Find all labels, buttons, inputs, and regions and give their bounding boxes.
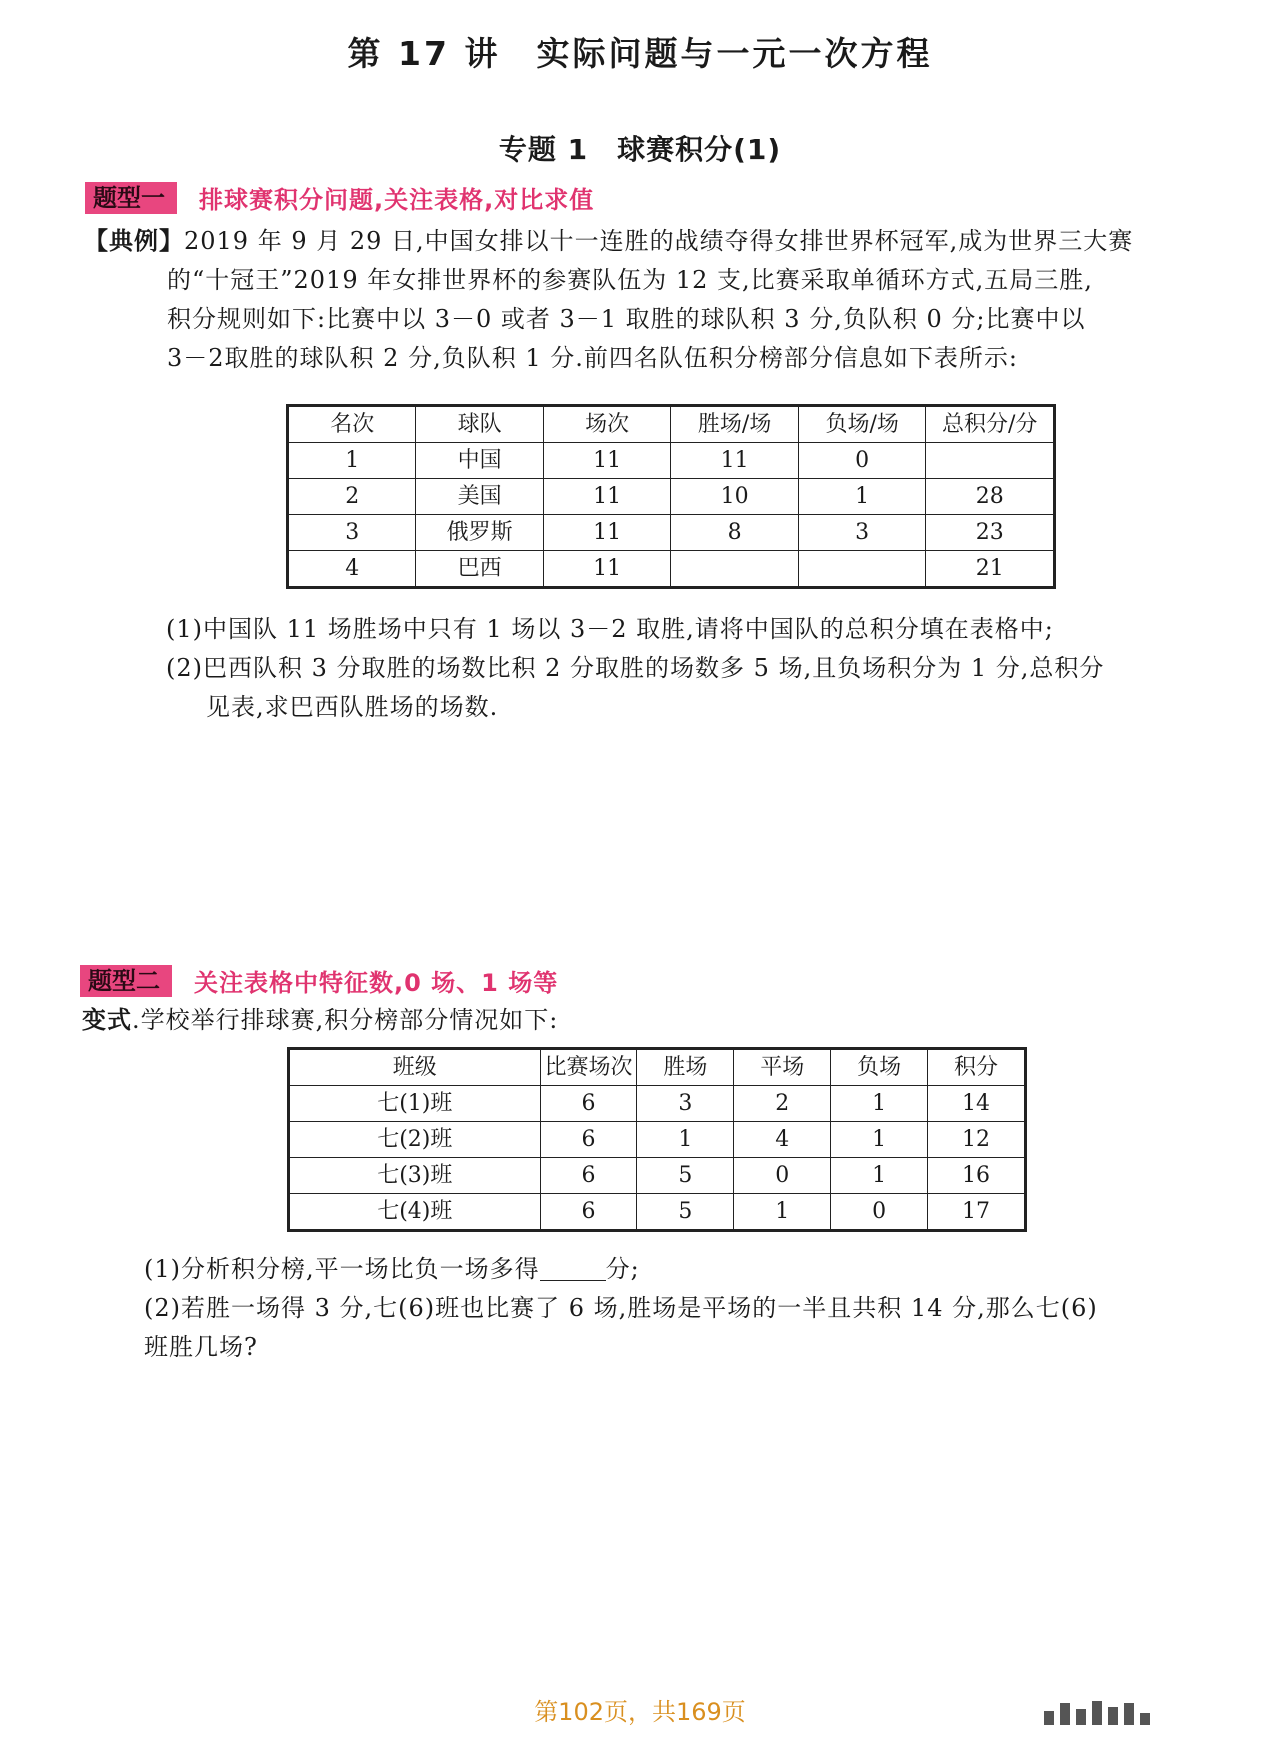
- variant-question-1: [144, 1250, 1204, 1289]
- table-row: [288, 479, 1055, 515]
- variant-intro: [82, 1001, 1202, 1040]
- variant-q1-suffix: 分;: [605, 1255, 640, 1283]
- table-cell: 12: [928, 1122, 1026, 1158]
- header-team: 球队: [416, 406, 543, 443]
- variant-q1-text: (1)分析积分榜,平一场比负一场多得: [144, 1255, 540, 1283]
- table-cell: 11: [543, 479, 671, 515]
- table-row: [289, 1158, 1026, 1194]
- section1-tag: 题型一: [85, 182, 177, 214]
- table-cell: 俄罗斯: [416, 515, 543, 551]
- points-blank-cell[interactable]: [926, 443, 1055, 479]
- table-row: [289, 1086, 1026, 1122]
- table-cell: 3: [288, 515, 416, 551]
- table-cell: 七(2)班: [289, 1122, 541, 1158]
- table-cell: 21: [926, 551, 1055, 588]
- section2-tag: 题型二: [80, 965, 172, 997]
- example-questions: [166, 610, 1206, 727]
- table-cell: [798, 551, 926, 588]
- table-cell: 七(4)班: [289, 1194, 541, 1231]
- table-cell: 1: [831, 1086, 928, 1122]
- table-cell: 11: [671, 443, 799, 479]
- table-row: [289, 1122, 1026, 1158]
- variant-label: 变式: [82, 1006, 132, 1034]
- header-losses: 负场: [831, 1049, 928, 1086]
- table-header-row: [288, 406, 1055, 443]
- example-line-3: 积分规则如下:比赛中以 3－0 或者 3－1 取胜的球队积 3 分,负队积 0 分;比赛中以: [167, 305, 1086, 333]
- table-cell: 0: [734, 1158, 831, 1194]
- table-cell: 11: [543, 551, 671, 588]
- page-number: 第102页，共169页: [534, 1698, 746, 1726]
- example-label: 【典例】: [84, 227, 184, 255]
- header-class: 班级: [289, 1049, 541, 1086]
- section1-header: [85, 180, 594, 215]
- table-cell: 16: [928, 1158, 1026, 1194]
- table-cell: 七(3)班: [289, 1158, 541, 1194]
- table-cell: 8: [671, 515, 799, 551]
- table-cell: 17: [928, 1194, 1026, 1231]
- answer-blank[interactable]: [540, 1254, 606, 1281]
- table-cell: 6: [540, 1158, 637, 1194]
- table-cell: 2: [288, 479, 416, 515]
- table-cell: 1: [288, 443, 416, 479]
- section2-heading: 关注表格中特征数,0 场、1 场等: [194, 969, 559, 997]
- table-cell: 0: [831, 1194, 928, 1231]
- header-rank: 名次: [288, 406, 416, 443]
- header-draws: 平场: [734, 1049, 831, 1086]
- variant-question-2: (2)若胜一场得 3 分,七(6)班也比赛了 6 场,胜场是平场的一半且共积 14 分,那么七(6): [144, 1294, 1098, 1322]
- page-title: 第 17 讲 实际问题与一元一次方程: [347, 34, 933, 73]
- table-cell: 6: [540, 1086, 637, 1122]
- table-cell: [671, 551, 799, 588]
- table-cell: 10: [671, 479, 799, 515]
- table-cell: 1: [637, 1122, 734, 1158]
- table-cell: 5: [637, 1158, 734, 1194]
- table-header-row: [289, 1049, 1026, 1086]
- table-cell: 23: [926, 515, 1055, 551]
- question-2-cont: 见表,求巴西队胜场的场数.: [206, 693, 499, 721]
- question-1: (1)中国队 11 场胜场中只有 1 场以 3－2 取胜,请将中国队的总积分填在表格中;: [166, 615, 1054, 643]
- table-row: [289, 1194, 1026, 1231]
- table-cell: 4: [734, 1122, 831, 1158]
- header-losses: 负场/场: [798, 406, 926, 443]
- table-cell: 28: [926, 479, 1055, 515]
- ranking-table: [286, 404, 1056, 589]
- header-games: 场次: [543, 406, 671, 443]
- header-points: 积分: [928, 1049, 1026, 1086]
- example-problem: [84, 222, 1204, 378]
- variant-question-2-cont: 班胜几场?: [144, 1333, 258, 1361]
- table-cell: 0: [798, 443, 926, 479]
- table-cell: 11: [543, 515, 671, 551]
- table-cell: 1: [798, 479, 926, 515]
- table-cell: 3: [798, 515, 926, 551]
- table-cell: 3: [637, 1086, 734, 1122]
- table-cell: 中国: [416, 443, 543, 479]
- header-points: 总积分/分: [926, 406, 1055, 443]
- topic-subtitle: 专题 1 球赛积分(1): [498, 133, 782, 166]
- table-cell: 1: [831, 1122, 928, 1158]
- question-2: (2)巴西队积 3 分取胜的场数比积 2 分取胜的场数多 5 场,且负场积分为 1 分,总积分: [166, 654, 1105, 682]
- table-cell: 1: [831, 1158, 928, 1194]
- table-cell: 14: [928, 1086, 1026, 1122]
- table-row: [288, 551, 1055, 588]
- example-line-2: 的“十冠王”2019 年女排世界杯的参赛队伍为 12 支,比赛采取单循环方式,五局三胜,: [167, 266, 1093, 294]
- section2-header: [80, 963, 558, 998]
- table-cell: 巴西: [416, 551, 543, 588]
- variant-questions: [144, 1250, 1204, 1367]
- example-line-1: 2019 年 9 月 29 日,中国女排以十一连胜的战绩夺得女排世界杯冠军,成为世界三大赛: [184, 227, 1134, 255]
- table-cell: 2: [734, 1086, 831, 1122]
- section1-heading: 排球赛积分问题,关注表格,对比求值: [199, 186, 595, 214]
- header-wins: 胜场/场: [671, 406, 799, 443]
- table-cell: 6: [540, 1122, 637, 1158]
- header-games: 比赛场次: [540, 1049, 637, 1086]
- table-cell: 5: [637, 1194, 734, 1231]
- table-cell: 6: [540, 1194, 637, 1231]
- header-wins: 胜场: [637, 1049, 734, 1086]
- table-cell: 1: [734, 1194, 831, 1231]
- table-row: [288, 515, 1055, 551]
- table-cell: 11: [543, 443, 671, 479]
- table-row: [288, 443, 1055, 479]
- table-cell: 美国: [416, 479, 543, 515]
- example-line-4: 3－2取胜的球队积 2 分,负队积 1 分.前四名队伍积分榜部分信息如下表所示:: [167, 344, 1018, 372]
- table-cell: 七(1)班: [289, 1086, 541, 1122]
- table-cell: 4: [288, 551, 416, 588]
- toolbar-bars-icon: [1044, 1701, 1150, 1725]
- class-score-table: [287, 1047, 1027, 1232]
- variant-intro-text: .学校举行排球赛,积分榜部分情况如下:: [132, 1006, 559, 1034]
